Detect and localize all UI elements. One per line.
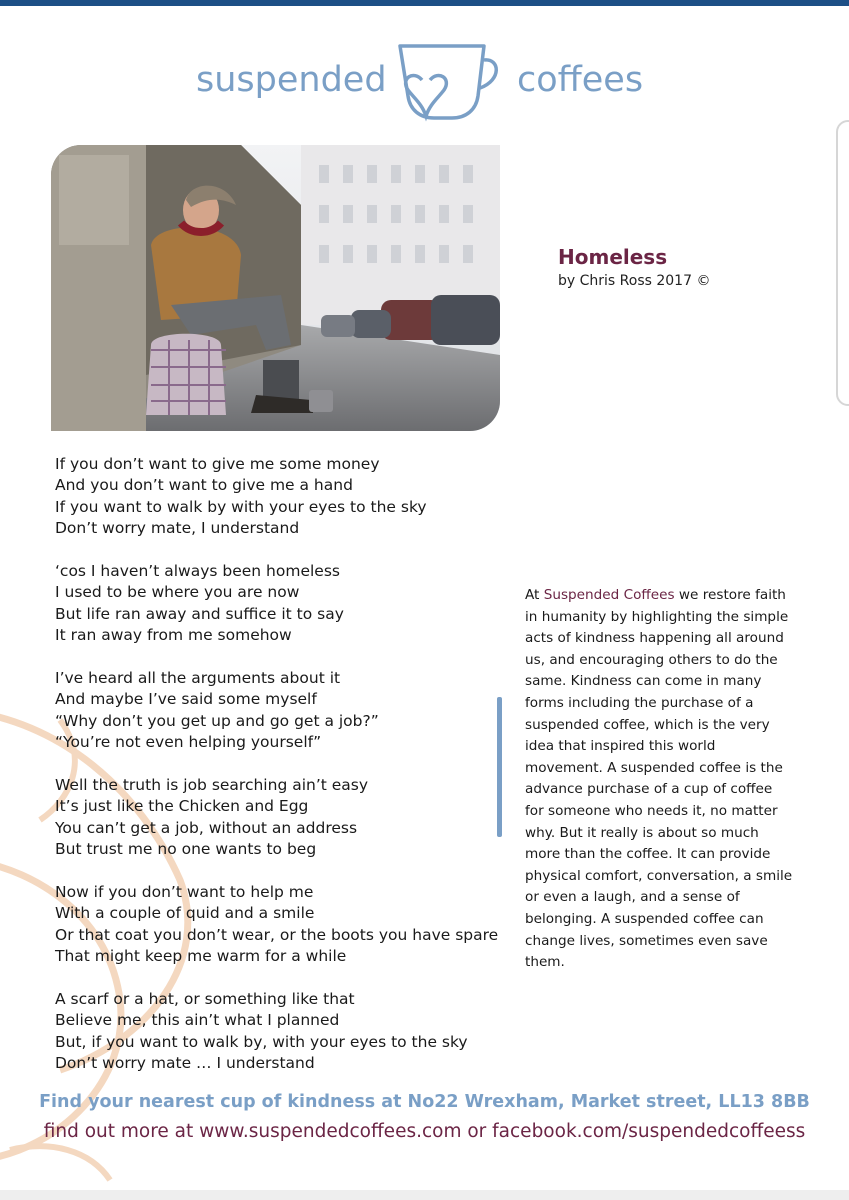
poem-line: And maybe I’ve said some myself bbox=[55, 690, 317, 709]
about-prefix: At bbox=[525, 587, 544, 603]
poem-line: And you don’t want to give me a hand bbox=[55, 476, 353, 495]
poem-line: “You’re not even helping yourself” bbox=[55, 733, 322, 752]
poem-line: I’ve heard all the arguments about it bbox=[55, 669, 341, 688]
poem-line: With a couple of quid and a smile bbox=[55, 904, 315, 923]
poem-line: It’s just like the Chicken and Egg bbox=[55, 797, 309, 816]
poem-stanza bbox=[55, 882, 499, 968]
quote-accent-bar bbox=[497, 697, 502, 837]
poem-title: Homeless bbox=[558, 245, 668, 269]
footer-address: Find your nearest cup of kindness at No22 Wrexham, Market street, LL13 8BB bbox=[39, 1092, 810, 1112]
poem-line: “Why don’t you get up and go get a job?” bbox=[55, 711, 379, 730]
footer-links[interactable]: find out more at www.suspendedcoffees.com or facebook.com/suspendedcoffeess bbox=[43, 1121, 806, 1142]
poem-line: Well the truth is job searching ain’t easy bbox=[55, 776, 369, 795]
poem-line: That might keep me warm for a while bbox=[55, 947, 347, 966]
poem-stanza bbox=[55, 561, 495, 647]
poem-line: Believe me, this ain’t what I planned bbox=[55, 1011, 340, 1030]
poem-line: But life ran away and suffice it to say bbox=[55, 604, 344, 623]
coffee-cup-heart-icon bbox=[392, 40, 504, 124]
poem-line: But trust me no one wants to beg bbox=[55, 840, 317, 859]
poem-stanza bbox=[55, 775, 495, 861]
poem-line: You can’t get a job, without an address bbox=[55, 818, 358, 837]
poem-line: Or that coat you don’t wear, or the boots you have spare bbox=[55, 925, 499, 944]
poem-line: Don’t worry mate … I understand bbox=[55, 1054, 315, 1073]
scrollbar-handle[interactable] bbox=[836, 120, 849, 406]
poem-line: I used to be where you are now bbox=[55, 583, 300, 602]
poem-line: Now if you don’t want to help me bbox=[55, 883, 314, 902]
top-accent-bar bbox=[0, 0, 849, 6]
poem-stanza bbox=[55, 989, 495, 1075]
poem-author: by Chris Ross 2017 © bbox=[558, 273, 711, 289]
about-brand-name: Suspended Coffees bbox=[543, 587, 675, 603]
suspended-coffees-logo bbox=[196, 40, 656, 124]
logo-word-suspended: suspended bbox=[196, 60, 387, 100]
poem-line: It ran away from me somehow bbox=[55, 626, 292, 645]
logo-word-coffees: coffees bbox=[517, 60, 644, 100]
poem-line: If you want to walk by with your eyes to the sky bbox=[55, 497, 427, 516]
homeless-man-photo bbox=[51, 145, 500, 431]
about-body: we restore faith in humanity by highlighting the simple acts of kindness happening all around us, and encouraging others to do the same. Kindness can come in many forms including the purchase of a suspended coffee, which is the very idea that inspired this world movement. A suspended coffee is the advance purchase of a cup of coffee for someone who needs it, no matter why. But it really is about so much more than the coffee. It can provide physical comfort, conversation, a smile or even a laugh, and a sense of belonging. A suspended coffee can change lives, sometimes even save them. bbox=[525, 587, 793, 971]
poem-line: A scarf or a hat, or something like that bbox=[55, 990, 355, 1009]
poem-line: Don’t worry mate, I understand bbox=[55, 519, 300, 538]
poem-line: But, if you want to walk by, with your eyes to the sky bbox=[55, 1032, 468, 1051]
poem-line: If you don’t want to give me some money bbox=[55, 455, 380, 473]
poem-stanza bbox=[55, 454, 495, 540]
about-suspended-coffees bbox=[525, 585, 795, 974]
poem-body bbox=[55, 454, 499, 1096]
poem-stanza bbox=[55, 668, 495, 754]
poem-line: ‘cos I haven’t always been homeless bbox=[55, 562, 340, 581]
page-bottom-strip bbox=[0, 1190, 849, 1200]
